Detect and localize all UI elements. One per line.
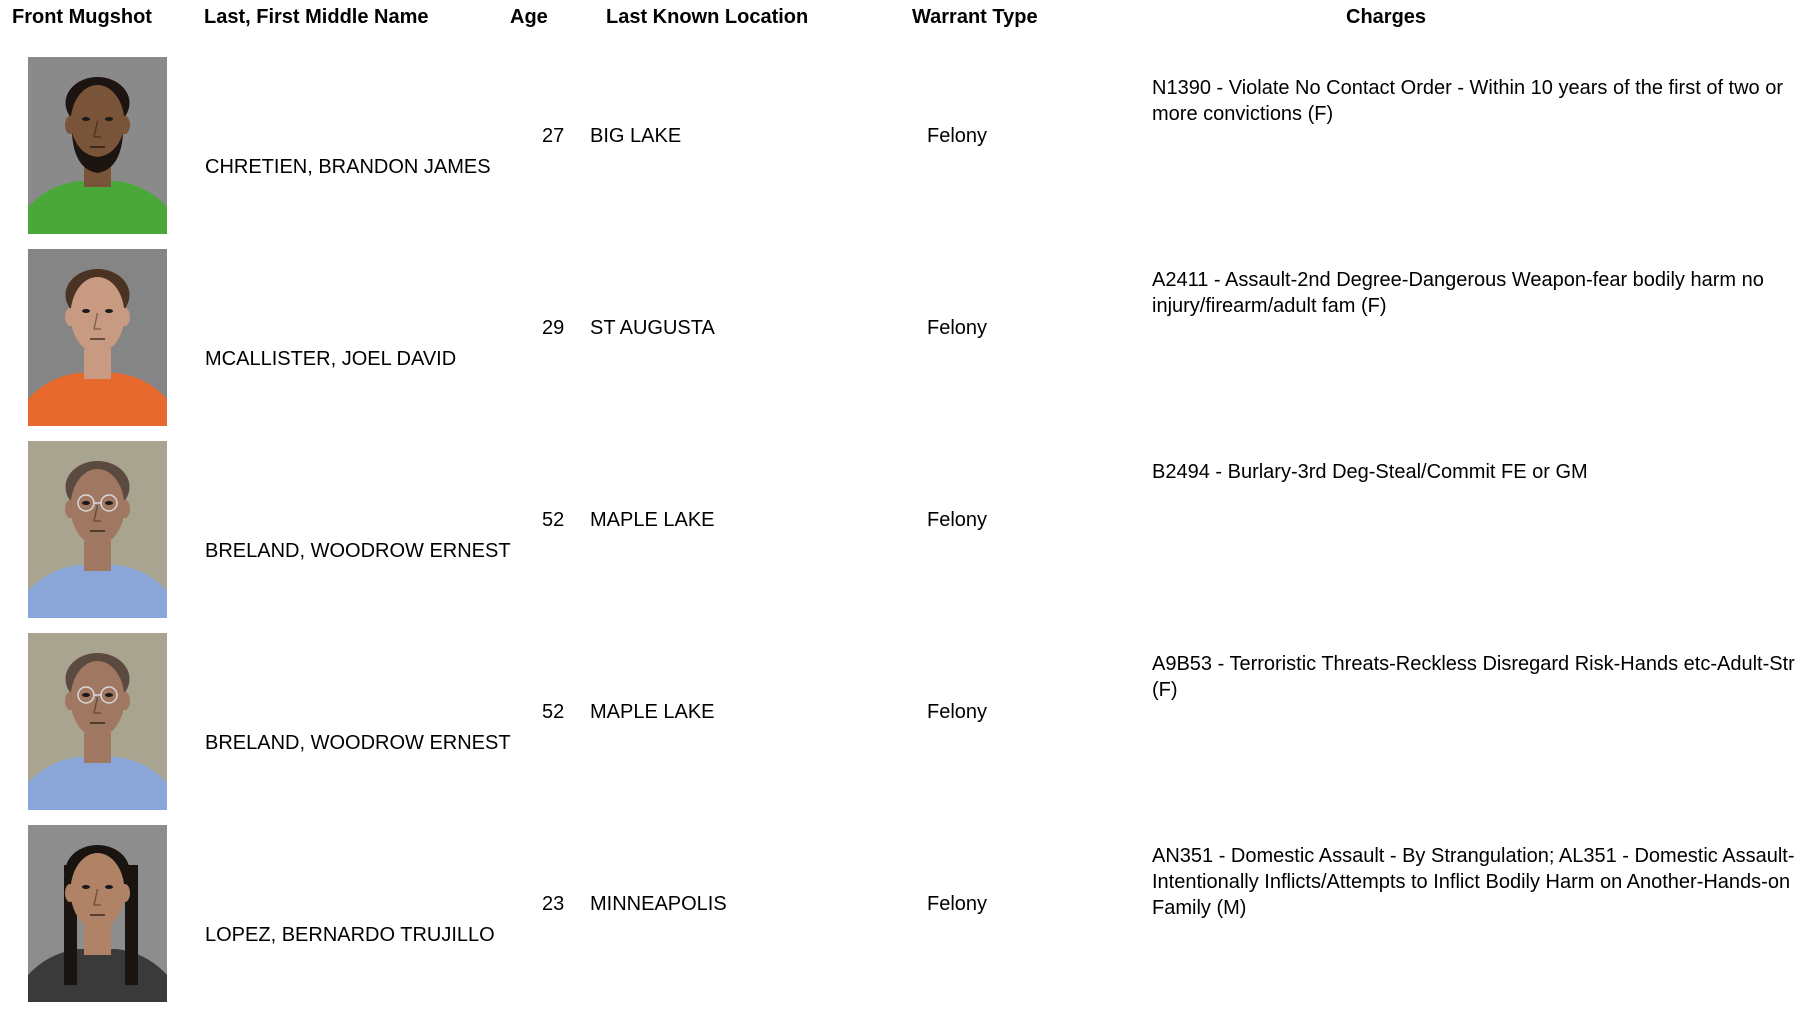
age-cell: 29 [542,317,565,339]
column-header-location: Last Known Location [606,6,809,28]
charges-cell: B2494 - Burlary-3rd Deg-Steal/Commit FE or GM [1152,461,1588,483]
mugshot-portrait [28,633,167,810]
name-cell: MCALLISTER, JOEL DAVID [205,348,457,370]
name-cell: BRELAND, WOODROW ERNEST [205,540,511,562]
column-header-age: Age [510,6,548,28]
mugshot-photo [28,633,167,810]
name-cell: CHRETIEN, BRANDON JAMES [205,156,491,178]
mugshot-photo [28,825,167,1002]
age-cell: 23 [542,893,565,915]
charges-cell: A9B53 - Terroristic Threats-Reckless Disregard Risk-Hands etc-Adult-Str (F) [1152,653,1795,701]
mugshot-portrait [28,825,167,1002]
table-row [0,633,1818,825]
mugshot-photo [28,57,167,234]
table-row [0,57,1818,249]
warrant-type-cell: Felony [927,893,988,915]
charges-cell: A2411 - Assault-2nd Degree-Dangerous Weapon-fear bodily harm no injury/firearm/adult fam (F) [1152,269,1764,317]
age-cell: 27 [542,125,565,147]
warrant-type-cell: Felony [927,701,988,723]
mugshot-photo [28,441,167,618]
table-row [0,825,1818,1017]
table-row [0,441,1818,633]
location-cell: BIG LAKE [590,125,682,147]
table-row [0,249,1818,441]
mugshot-portrait [28,57,167,234]
charges-cell: N1390 - Violate No Contact Order - Within 10 years of the first of two or more convictions (F) [1152,77,1784,125]
mugshot-portrait [28,441,167,618]
location-cell: MAPLE LAKE [590,509,715,531]
column-header-name: Last, First Middle Name [204,6,429,28]
age-cell: 52 [542,701,565,723]
warrant-type-cell: Felony [927,317,988,339]
column-header-mugshot: Front Mugshot [12,6,152,28]
location-cell: MAPLE LAKE [590,701,715,723]
warrant-type-cell: Felony [927,509,988,531]
mugshot-photo [28,249,167,426]
column-header-charges: Charges [1346,6,1427,28]
location-cell: MINNEAPOLIS [590,893,727,915]
mugshot-portrait [28,249,167,426]
age-cell: 52 [542,509,565,531]
name-cell: BRELAND, WOODROW ERNEST [205,732,511,754]
table-header [0,0,1818,40]
column-header-warrant-type: Warrant Type [912,6,1038,28]
charges-cell: AN351 - Domestic Assault - By Strangulation; AL351 - Domestic Assault-Intentionally Inflicts/Attempts to Inflict Bodily Harm on Another-Hands-on Family (M) [1152,845,1795,919]
name-cell: LOPEZ, BERNARDO TRUJILLO [205,924,495,946]
warrant-type-cell: Felony [927,125,988,147]
location-cell: ST AUGUSTA [590,317,715,339]
